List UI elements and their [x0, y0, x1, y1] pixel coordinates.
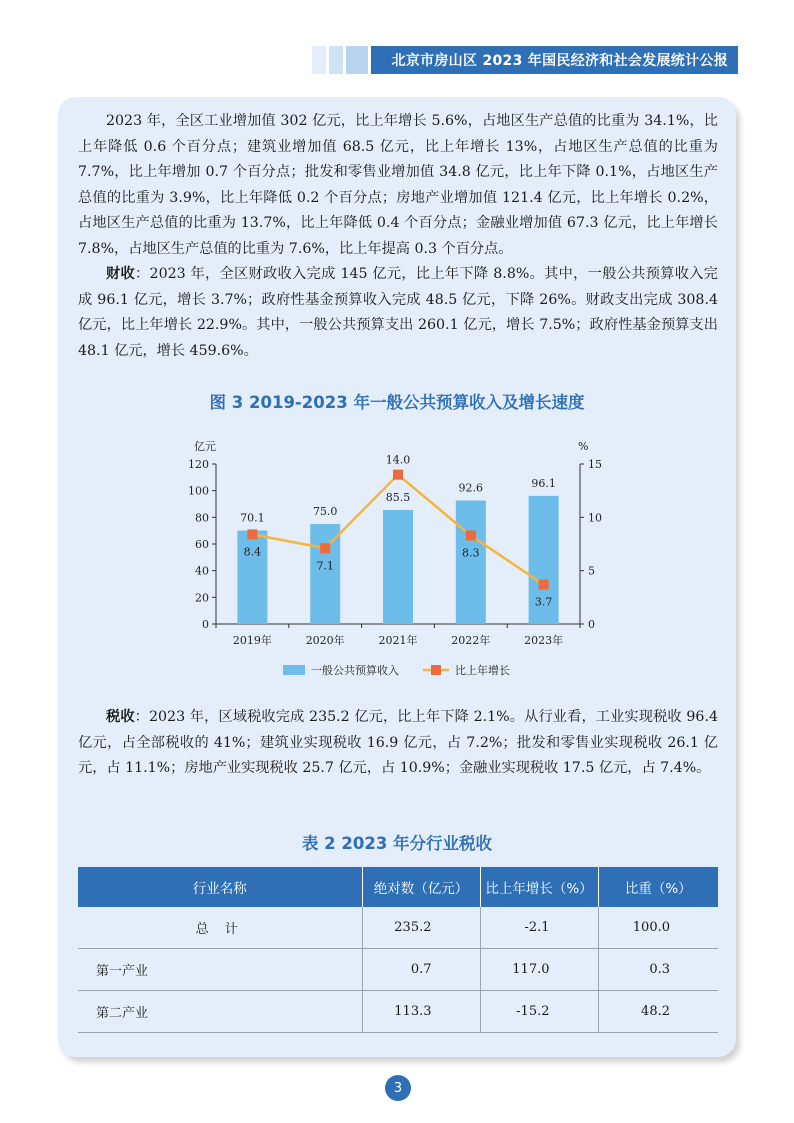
y-tick-label: 60	[195, 538, 209, 551]
growth-data-label: 7.1	[316, 559, 334, 573]
y-tick-label: 120	[188, 458, 209, 471]
legend-line-marker	[431, 665, 441, 675]
y-tick-label: 0	[202, 618, 209, 631]
table-row	[78, 949, 718, 991]
paragraph-finance	[78, 262, 718, 364]
y-tick-label: 20	[195, 591, 209, 605]
y-tick-label: 100	[188, 484, 209, 498]
bar-data-label: 85.5	[385, 491, 411, 504]
bar-data-label: 96.1	[531, 476, 556, 490]
table-title: 表 2 2023 年分行业税收	[301, 834, 493, 853]
row-name: 第一产业	[78, 949, 362, 991]
y-axis-unit-label: 亿元	[194, 440, 216, 453]
bar-data-label: 75.0	[312, 505, 338, 518]
x-tick-label: 2021年	[378, 634, 418, 647]
y2-tick-label: 0	[588, 618, 595, 631]
growth-marker	[320, 543, 330, 553]
row-growth: 117.0	[480, 949, 598, 991]
budget-chart	[180, 432, 620, 692]
row-growth: -15.2	[480, 991, 598, 1033]
growth-marker	[466, 530, 476, 540]
page-number: 3	[385, 1075, 411, 1101]
legend-bar-swatch	[283, 665, 305, 675]
x-tick-label: 2022年	[451, 634, 491, 647]
finance-lead: 财收	[106, 266, 136, 282]
row-share: 48.2	[598, 991, 718, 1033]
tax-table	[78, 867, 718, 1033]
growth-marker	[247, 529, 257, 539]
growth-marker	[393, 470, 403, 480]
header-decor-block	[346, 46, 368, 74]
x-tick-label: 2020年	[305, 634, 345, 647]
tax-lead: 税收	[106, 709, 135, 725]
header-bar	[312, 46, 738, 74]
bar-data-label: 92.6	[458, 481, 484, 495]
legend-bar-label: 一般公共预算收入	[311, 664, 399, 677]
legend-line-label: 比上年增长	[455, 664, 510, 677]
header-decor-block	[312, 46, 326, 74]
row-amount: 235.2	[362, 907, 480, 949]
table-row	[78, 907, 718, 949]
row-amount: 0.7	[362, 949, 480, 991]
x-tick-label: 2023年	[524, 634, 564, 647]
paragraph-industry: 2023 年，全区工业增加值 302 亿元，比上年增长 5.6%，占地区生产总值的比重为 34.1%，比上年降低 0.6 个百分点；建筑业增加值 68.5 亿元，比上年增长 13%，占地区生产总值的比重为 7.7%，比上年增加 0.7 个百分点；批发和零售业增加值 34.8 亿元，比上年下降 0.1%，占地区生产总值的比重为 3.9%，比上年降低 0.2 个百分点；房地产业增加值 121.4 亿元，比上年增长 0.2%，占地区生产总值的比重为 13.7%，比上年降低 0.4 个百分点；金融业增加值 67.3 亿元，比上年增长 7.8%，占地区生产总值的比重为 7.6%，比上年提高 0.3 个百分点。	[78, 113, 718, 257]
header-decor-block	[329, 46, 343, 74]
table-header-row	[78, 867, 718, 907]
bar	[383, 510, 413, 624]
bar-data-label: 70.1	[240, 511, 265, 525]
growth-data-label: 14.0	[385, 453, 411, 467]
y2-tick-label: 5	[588, 564, 595, 578]
row-share: 0.3	[598, 949, 718, 991]
y2-tick-label: 10	[588, 511, 602, 525]
growth-data-label: 8.4	[243, 545, 262, 559]
bar	[456, 501, 486, 624]
table-row	[78, 991, 718, 1033]
row-amount: 113.3	[362, 991, 480, 1033]
header-share: 比重（%）	[598, 867, 718, 907]
growth-data-label: 3.7	[534, 595, 553, 609]
figure-title: 图 3 2019-2023 年一般公共预算收入及增长速度	[209, 393, 585, 412]
tax-text: ：2023 年，区域税收完成 235.2 亿元，比上年下降 2.1%。从行业看，工业实现税收 96.4 亿元，占全部税收的 41%；建筑业实现税收 16.9 亿元，占 7.2%；批发和零售业实现税收 26.1 亿元，占 11.1%；房地产业实现税收 25.7 亿元，占 10.9%；金融业实现税收 17.5 亿元，占 7.4%。	[78, 709, 718, 776]
header-title: 北京市房山区 2023 年国民经济和社会发展统计公报	[371, 46, 738, 74]
y2-axis-unit-label: %	[578, 440, 589, 453]
x-tick-label: 2019年	[232, 634, 272, 647]
y-tick-label: 40	[195, 564, 209, 578]
finance-text: ：2023 年，全区财政收入完成 145 亿元，比上年下降 8.8%。其中，一般公共预算收入完成 96.1 亿元，增长 3.7%；政府性基金预算收入完成 48.5 亿元，下降 26%。财政支出完成 308.4 亿元，比上年增长 22.9%。其中，一般公共预算支出 260.1 亿元，增长 7.5%；政府性基金预算支出 48.1 亿元，增长 459.6%。	[78, 266, 718, 359]
row-name: 总 计	[78, 907, 362, 949]
header-amount: 绝对数（亿元）	[362, 867, 480, 907]
y-tick-label: 80	[195, 511, 209, 525]
row-growth: -2.1	[480, 907, 598, 949]
paragraph-tax	[78, 705, 718, 782]
row-share: 100.0	[598, 907, 718, 949]
header-growth: 比上年增长（%）	[480, 867, 598, 907]
chart-svg	[180, 432, 620, 692]
y2-tick-label: 15	[588, 458, 602, 471]
growth-data-label: 8.3	[462, 546, 480, 560]
row-name: 第二产业	[78, 991, 362, 1033]
growth-marker	[539, 580, 549, 590]
header-industry: 行业名称	[78, 867, 362, 907]
